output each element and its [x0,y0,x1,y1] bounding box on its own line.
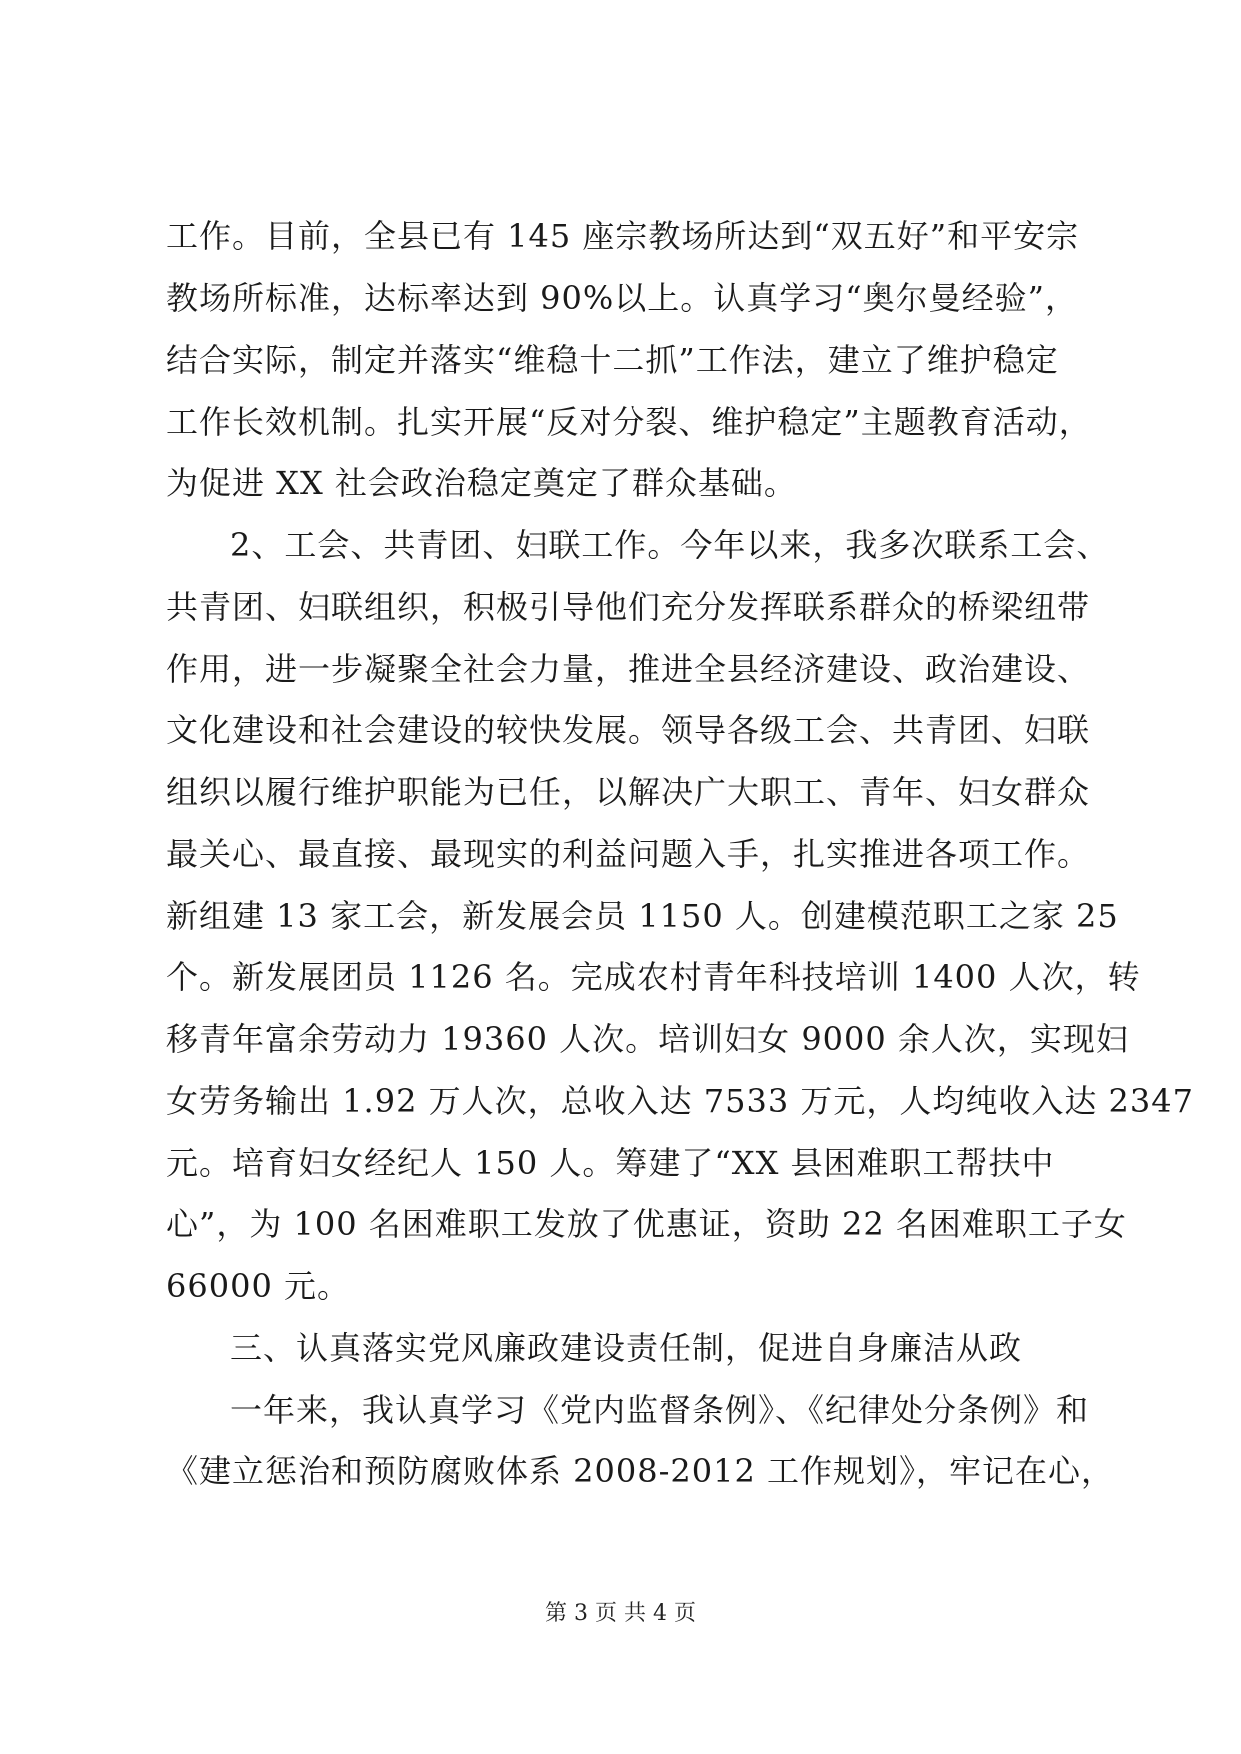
body-line-14: 移青年富余劳动力 19360 人次。培训妇女 9000 余人次，实现妇 [166,1020,1129,1058]
body-line-15: 女劳务输出 1.92 万人次，总收入达 7533 万元，人均纯收入达 2347 [166,1082,1194,1120]
body-line-12: 新组建 13 家工会，新发展会员 1150 人。创建模范职工之家 25 [166,897,1119,935]
body-line-8: 作用，进一步凝聚全社会力量，推进全县经济建设、政治建设、 [166,650,1091,688]
body-line-21: 《建立惩治和预防腐败体系 2008-2012 工作规划》，牢记在心， [166,1452,1115,1490]
body-line-5: 为促进 XX 社会政治稳定奠定了群众基础。 [166,464,797,502]
body-line-13: 个。新发展团员 1126 名。完成农村青年科技培训 1400 人次，转 [166,958,1141,996]
body-line-16: 元。培育妇女经纪人 150 人。筹建了“XX 县困难职工帮扶中 [166,1144,1055,1182]
paragraph-start-line: 2、工会、共青团、妇联工作。今年以来，我多次联系工会、 [230,526,1110,564]
body-line-9: 文化建设和社会建设的较快发展。领导各级工会、共青团、妇联 [166,711,1091,749]
body-line-18: 66000 元。 [166,1267,350,1305]
body-line-11: 最关心、最直接、最现实的利益问题入手，扎实推进各项工作。 [166,835,1091,873]
body-line-7: 共青团、妇联组织，积极引导他们充分发挥联系群众的桥梁纽带 [166,588,1091,626]
body-line-3: 结合实际，制定并落实“维稳十二抓”工作法，建立了维护稳定 [166,341,1059,379]
body-line-1: 工作。目前，全县已有 145 座宗教场所达到“双五好”和平安宗 [166,217,1080,255]
body-line-4: 工作长效机制。扎实开展“反对分裂、维护稳定”主题教育活动， [166,403,1092,441]
body-line-10: 组织以履行维护职能为已任，以解决广大职工、青年、妇女群众 [166,773,1091,811]
paragraph-start-line: 一年来，我认真学习《党内监督条例》、《纪律处分条例》和 [230,1391,1090,1429]
body-line-17: 心”，为 100 名困难职工发放了优惠证，资助 22 名困难职工子女 [166,1205,1127,1243]
body-line-2: 教场所标准，达标率达到 90%以上。认真学习“奥尔曼经验”， [166,279,1079,317]
section-heading: 三、认真落实党风廉政建设责任制，促进自身廉洁从政 [230,1329,1023,1367]
page-number-footer: 第 3 页 共 4 页 [545,1601,696,1626]
